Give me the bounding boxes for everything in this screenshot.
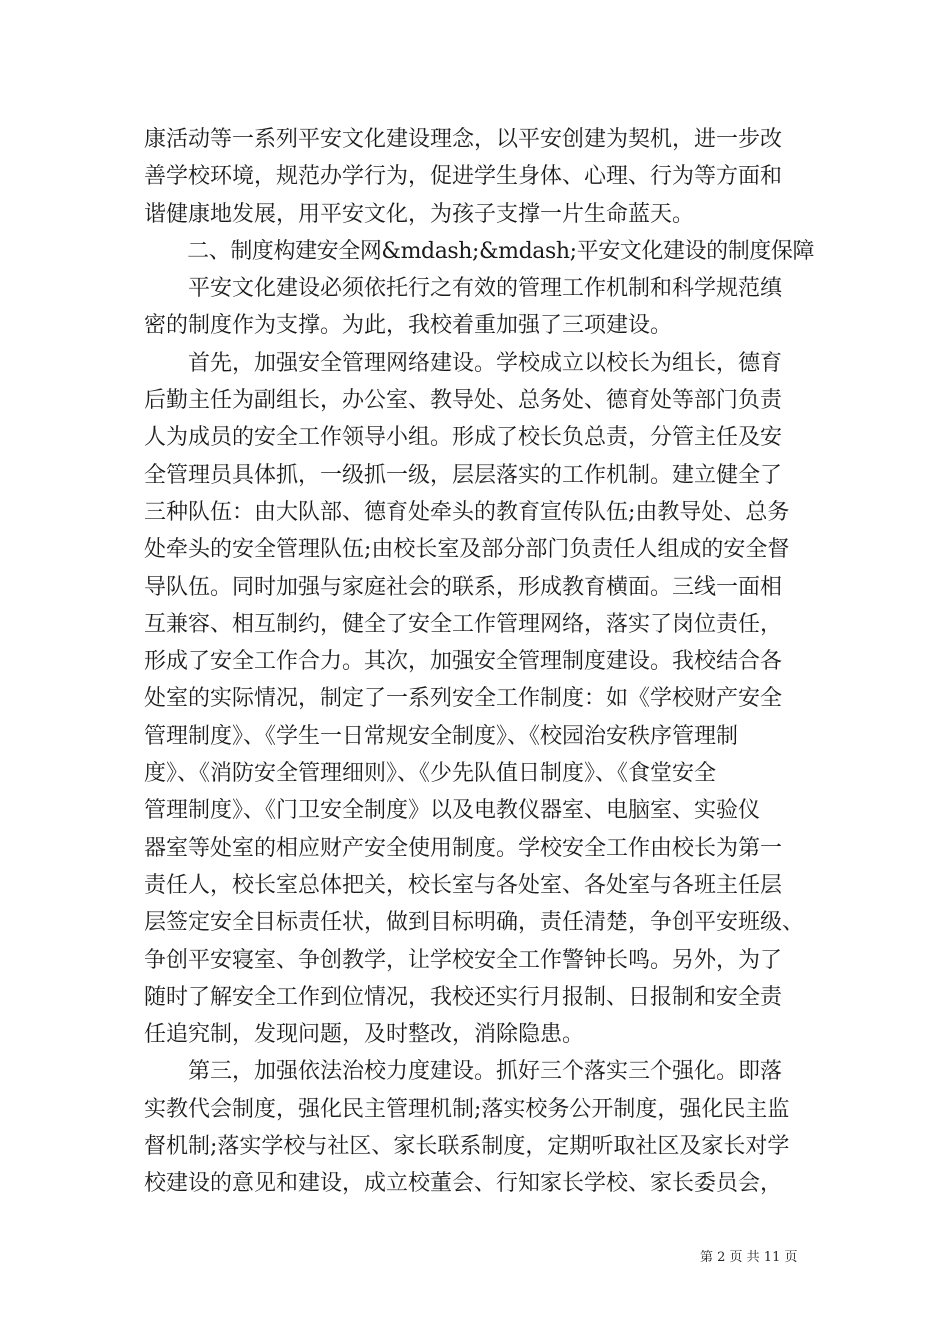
page-number: 第 2 页 共 11 页 [700,1250,798,1265]
text-line: 度》、《消防安全管理细则》、《少先队值日制度》、《食堂安全 [144,761,717,787]
text-line: 人为成员的安全工作领导小组。形成了校长负总责，分管主任及安 [144,425,783,451]
text-line: 平安文化建设必须依托行之有效的管理工作机制和科学规范缜 [144,276,783,302]
body-text [144,121,814,1203]
text-line: 任追究制，发现问题，及时整改，消除隐患。 [144,1022,585,1048]
text-line: 康活动等一系列平安文化建设理念，以平安创建为契机，进一步改 [144,127,783,152]
text-line: 处牵头的安全管理队伍;由校长室及部分部门负责任人组成的安全督 [144,537,790,563]
text-line: 层签定安全目标责任状，做到目标明确，责任清楚，争创平安班级、 [144,910,805,936]
text-line: 管理制度》、《学生一日常规安全制度》、《校园治安秩序管理制 [144,723,739,749]
text-line: 首先，加强安全管理网络建设。学校成立以校长为组长，德育 [144,350,783,376]
text-line: 三种队伍：由大队部、德育处牵头的教育宣传队伍;由教导处、总务 [144,499,790,525]
text-line: 善学校环境，规范办学行为，促进学生身体、心理、行为等方面和 [144,164,783,190]
text-line: 随时了解安全工作到位情况，我校还实行月报制、日报制和安全责 [144,984,783,1010]
text-line: 二、制度构建安全网&mdash;&mdash;平安文化建设的制度保障 [144,238,815,264]
text-line: 校建设的意见和建设，成立校董会、行知家长学校、家长委员会， [144,1171,783,1197]
text-line: 处室的实际情况，制定了一系列安全工作制度：如《学校财产安全 [144,686,783,712]
text-line: 管理制度》、《门卫安全制度》以及电教仪器室、电脑室、实验仪 [144,798,761,824]
text-line: 督机制;落实学校与社区、家长联系制度，定期听取社区及家长对学 [144,1134,790,1160]
text-line: 全管理员具体抓，一级抓一级，层层落实的工作机制。建立健全了 [144,462,783,488]
text-line: 导队伍。同时加强与家庭社会的联系，形成教育横面。三线一面相 [144,574,783,600]
text-line: 后勤主任为副组长，办公室、教导处、总务处、德育处等部门负责 [144,388,783,414]
text-line: 互兼容、相互制约，健全了安全工作管理网络，落实了岗位责任， [144,611,783,637]
text-line: 器室等处室的相应财产安全使用制度。学校安全工作由校长为第一 [144,835,783,861]
text-line: 第三，加强依法治校力度建设。抓好三个落实三个强化。即落 [144,1059,783,1085]
text-line: 形成了安全工作合力。其次，加强安全管理制度建设。我校结合各 [144,649,783,675]
text-line: 争创平安寝室、争创教学，让学校安全工作警钟长鸣。另外，为了 [144,947,783,973]
text-line: 责任人，校长室总体把关，校长室与各处室、各处室与各班主任层 [144,872,783,898]
text-line: 密的制度作为支撑。为此，我校着重加强了三项建设。 [144,313,673,339]
text-line: 谐健康地发展，用平安文化，为孩子支撑一片生命蓝天。 [144,201,695,227]
text-line: 实教代会制度，强化民主管理机制;落实校务公开制度，强化民主监 [144,1096,790,1122]
